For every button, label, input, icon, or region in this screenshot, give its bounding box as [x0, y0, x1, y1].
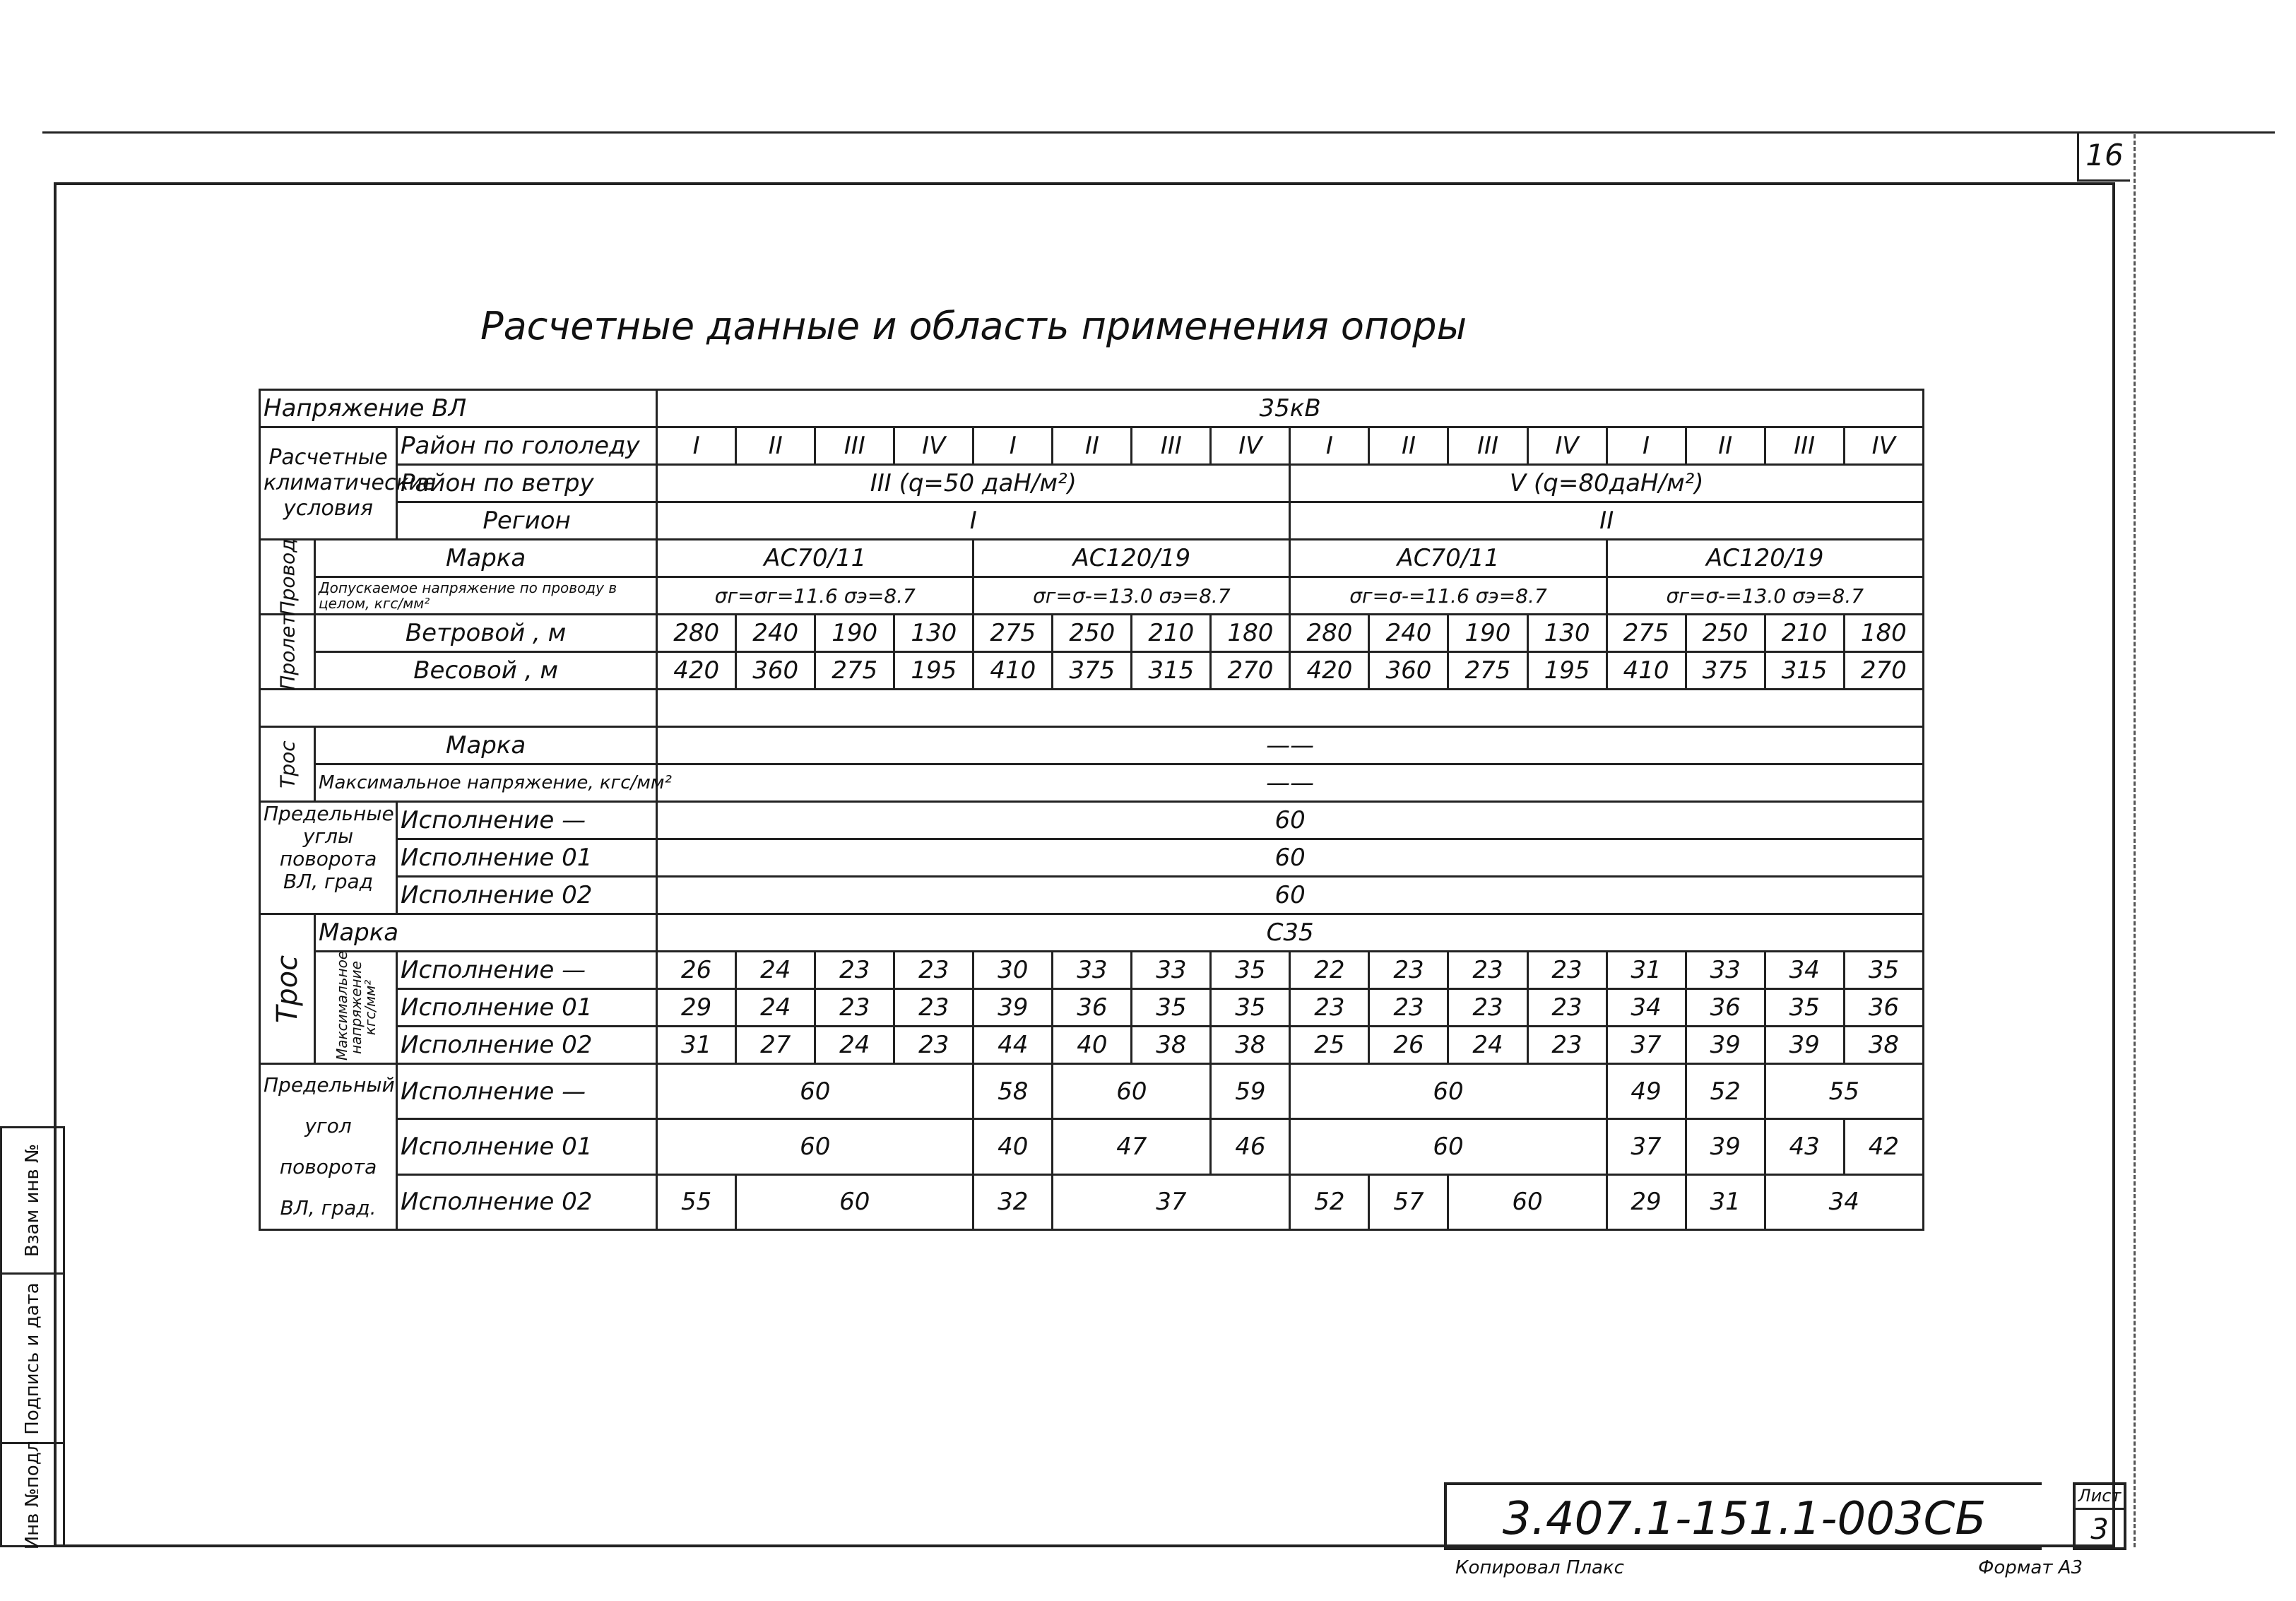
- cable2-cell: 23: [894, 952, 974, 989]
- cable2-cell: 33: [1132, 952, 1211, 989]
- limit-cell: 49: [1606, 1064, 1686, 1119]
- weight-span-cell: 315: [1765, 652, 1844, 690]
- copied-by: Копировал Плакс: [1455, 1557, 1624, 1578]
- wire-group-label: Провод: [260, 540, 315, 615]
- cable2-cell: 26: [657, 952, 736, 989]
- span-group-label: Пролет: [260, 615, 315, 690]
- blank-cell: [657, 690, 1924, 727]
- ice-cell: IV: [1211, 427, 1290, 465]
- cable2-cell: 35: [1844, 952, 1923, 989]
- stamp-cell: Инв №подл: [2, 1442, 63, 1545]
- cable2-cell: 30: [974, 952, 1053, 989]
- wire-stress: σг=σг=11.6 σэ=8.7: [657, 577, 974, 615]
- cable2-cell: 38: [1211, 1027, 1290, 1064]
- weight-span-cell: 375: [1053, 652, 1132, 690]
- page-title: Расчетные данные и область применения опоры: [480, 304, 1467, 348]
- cable2-cell: 26: [1369, 1027, 1448, 1064]
- limit-cell: 43: [1765, 1119, 1844, 1174]
- limit-cell: 55: [1765, 1064, 1923, 1119]
- wind-span-cell: 250: [1686, 615, 1765, 652]
- limit-cell: 57: [1369, 1174, 1448, 1229]
- wind-span-cell: 240: [1369, 615, 1448, 652]
- cable2-cell: 24: [736, 952, 815, 989]
- ice-cell: III: [1765, 427, 1844, 465]
- wind-span-label: Ветровой , м: [315, 615, 657, 652]
- ice-cell: II: [1053, 427, 1132, 465]
- limit-cell: 34: [1765, 1174, 1923, 1229]
- cable2-cell: 23: [1448, 952, 1527, 989]
- ice-cell: I: [974, 427, 1053, 465]
- wind-span-cell: 190: [1448, 615, 1527, 652]
- limit-cell: 60: [1290, 1064, 1606, 1119]
- cable2-cell: 35: [1132, 989, 1211, 1027]
- exec-label: Исполнение —: [397, 802, 657, 839]
- cable2-cell: 23: [894, 989, 974, 1027]
- blank-cell: [260, 690, 657, 727]
- cable2-cell: 39: [974, 989, 1053, 1027]
- angle-value: 60: [657, 877, 1924, 914]
- limit-cell: 31: [1686, 1174, 1765, 1229]
- wire-stress: σг=σ-=11.6 σэ=8.7: [1290, 577, 1606, 615]
- cable2-cell: 34: [1606, 989, 1686, 1027]
- wind-span-cell: 275: [974, 615, 1053, 652]
- limit-cell: 37: [1606, 1119, 1686, 1174]
- sheet-box: [2073, 1482, 2126, 1550]
- wind-span-cell: 210: [1132, 615, 1211, 652]
- limit-cell: 29: [1606, 1174, 1686, 1229]
- wind-value: III (q=50 даН/м²): [657, 465, 1290, 502]
- weight-span-cell: 360: [736, 652, 815, 690]
- wind-span-cell: 190: [815, 615, 894, 652]
- ice-cell: IV: [1527, 427, 1606, 465]
- wind-span-cell: 240: [736, 615, 815, 652]
- ice-cell: I: [1606, 427, 1686, 465]
- right-margin-marks: [2134, 134, 2136, 1547]
- cable2-cell: 36: [1053, 989, 1132, 1027]
- wire-brand: АС70/11: [657, 540, 974, 577]
- wind-span-cell: 180: [1211, 615, 1290, 652]
- angle-value: 60: [657, 802, 1924, 839]
- ice-cell: III: [1448, 427, 1527, 465]
- cable2-cell: 23: [815, 952, 894, 989]
- sheet-number: 16: [2077, 131, 2130, 182]
- ice-cell: I: [657, 427, 736, 465]
- cable2-cell: 35: [1211, 952, 1290, 989]
- weight-span-cell: 315: [1132, 652, 1211, 690]
- limit-cell: 60: [657, 1064, 974, 1119]
- ice-cell: III: [815, 427, 894, 465]
- cable2-cell: 31: [657, 1027, 736, 1064]
- region-value: II: [1290, 502, 1924, 540]
- ice-cell: II: [1369, 427, 1448, 465]
- wind-span-cell: 280: [657, 615, 736, 652]
- cable2-cell: 23: [1369, 952, 1448, 989]
- weight-span-cell: 270: [1844, 652, 1923, 690]
- cable2-cell: 23: [1527, 989, 1606, 1027]
- wire-stress: σг=σ-=13.0 σэ=8.7: [974, 577, 1290, 615]
- exec-label: Исполнение 02: [397, 877, 657, 914]
- cable2-cell: 31: [1606, 952, 1686, 989]
- cable2-cell: 23: [1527, 952, 1606, 989]
- limit-cell: 60: [736, 1174, 974, 1229]
- weight-span-cell: 270: [1211, 652, 1290, 690]
- exec-label: Исполнение 02: [397, 1027, 657, 1064]
- stamp-cell: Взам инв №: [22, 1144, 43, 1257]
- weight-span-cell: 420: [657, 652, 736, 690]
- cable2-cell: 44: [974, 1027, 1053, 1064]
- limit-cell: 40: [974, 1119, 1053, 1174]
- wind-span-cell: 130: [1527, 615, 1606, 652]
- limit-cell: 52: [1686, 1064, 1765, 1119]
- exec-label: Исполнение 01: [397, 839, 657, 877]
- wind-span-cell: 275: [1606, 615, 1686, 652]
- exec-label: Исполнение 01: [397, 989, 657, 1027]
- ice-cell: IV: [894, 427, 974, 465]
- wire-stress-label: Допускаемое напряжение по проводу в целом, кгс/мм²: [315, 577, 657, 615]
- cable2-cell: 36: [1686, 989, 1765, 1027]
- sheet-label: Лист: [2076, 1485, 2124, 1510]
- ice-cell: III: [1132, 427, 1211, 465]
- ice-cell: IV: [1844, 427, 1923, 465]
- wind-span-cell: 130: [894, 615, 974, 652]
- wind-value: V (q=80даН/м²): [1290, 465, 1924, 502]
- cable2-cell: 35: [1211, 989, 1290, 1027]
- cable2-cell: 24: [736, 989, 815, 1027]
- limit-label: Предельный угол поворота ВЛ, град.: [260, 1064, 397, 1230]
- cable2-cell: 33: [1053, 952, 1132, 989]
- limit-cell: 46: [1211, 1119, 1290, 1174]
- cable2-cell: 37: [1606, 1027, 1686, 1064]
- weight-span-cell: 275: [1448, 652, 1527, 690]
- document-code: 3.407.1-151.1-003СБ: [1444, 1482, 2042, 1550]
- voltage-label: Напряжение ВЛ: [260, 390, 657, 427]
- angles-label: Предельные углы поворота ВЛ, град: [260, 802, 397, 914]
- cable2-cell: 23: [894, 1027, 974, 1064]
- format-label: Формат А3: [1978, 1557, 2083, 1578]
- exec-label: Исполнение —: [397, 952, 657, 989]
- climate-label: Расчетные климатические условия: [260, 427, 397, 540]
- wire-brand: АС120/19: [1606, 540, 1923, 577]
- cable2-cell: 24: [815, 1027, 894, 1064]
- cable2-brand-label: Марка: [315, 914, 657, 952]
- weight-span-cell: 275: [815, 652, 894, 690]
- cable2-brand-value: С35: [657, 914, 1924, 952]
- cable-group-label: Трос: [260, 727, 315, 802]
- cable2-cell: 24: [1448, 1027, 1527, 1064]
- limit-cell: 59: [1211, 1064, 1290, 1119]
- ice-cell: II: [1686, 427, 1765, 465]
- cable2-cell: 35: [1765, 989, 1844, 1027]
- cable-brand-value: ——: [657, 727, 1924, 764]
- weight-span-label: Весовой , м: [315, 652, 657, 690]
- cable2-cell: 25: [1290, 1027, 1369, 1064]
- cable2-cell: 23: [1290, 989, 1369, 1027]
- cable2-cell: 22: [1290, 952, 1369, 989]
- limit-cell: 42: [1844, 1119, 1923, 1174]
- cable2-cell: 27: [736, 1027, 815, 1064]
- region-value: I: [657, 502, 1290, 540]
- cable-brand-label: Марка: [315, 727, 657, 764]
- wind-label: Район по ветру: [397, 465, 657, 502]
- limit-cell: 60: [1448, 1174, 1606, 1229]
- exec-label: Исполнение —: [397, 1064, 657, 1119]
- weight-span-cell: 375: [1686, 652, 1765, 690]
- stamp-cell: Подпись и дата: [2, 1272, 63, 1442]
- region-label: Регион: [397, 502, 657, 540]
- ice-cell: I: [1290, 427, 1369, 465]
- exec-label: Исполнение 02: [397, 1174, 657, 1229]
- wind-span-cell: 210: [1765, 615, 1844, 652]
- cable-stress-value: ——: [657, 764, 1924, 802]
- limit-cell: 58: [974, 1064, 1053, 1119]
- limit-cell: 60: [1290, 1119, 1606, 1174]
- weight-span-cell: 195: [894, 652, 974, 690]
- cable2-cell: 34: [1765, 952, 1844, 989]
- cable2-cell: 40: [1053, 1027, 1132, 1064]
- limit-cell: 47: [1053, 1119, 1211, 1174]
- wire-brand-label: Марка: [315, 540, 657, 577]
- limit-cell: 52: [1290, 1174, 1369, 1229]
- wind-span-cell: 250: [1053, 615, 1132, 652]
- side-stamp: [0, 1126, 65, 1547]
- top-border-line: [42, 131, 2275, 134]
- wind-span-cell: 180: [1844, 615, 1923, 652]
- weight-span-cell: 410: [1606, 652, 1686, 690]
- wire-stress: σг=σ-=13.0 σэ=8.7: [1606, 577, 1923, 615]
- ice-label: Район по гололеду: [397, 427, 657, 465]
- cable-stress-label: Максимальное напряжение, кгс/мм²: [315, 764, 657, 802]
- wire-brand: АС120/19: [974, 540, 1290, 577]
- wire-brand: АС70/11: [1290, 540, 1606, 577]
- cable2-cell: 23: [1527, 1027, 1606, 1064]
- cable2-cell: 33: [1686, 952, 1765, 989]
- sheet-list-number: 3: [2090, 1513, 2109, 1546]
- data-table: [259, 389, 1924, 1231]
- weight-span-cell: 410: [974, 652, 1053, 690]
- cable2-cell: 38: [1844, 1027, 1923, 1064]
- limit-cell: 55: [657, 1174, 736, 1229]
- cable2-cell: 23: [1448, 989, 1527, 1027]
- weight-span-cell: 360: [1369, 652, 1448, 690]
- cable2-cell: 38: [1132, 1027, 1211, 1064]
- limit-cell: 37: [1053, 1174, 1290, 1229]
- limit-cell: 60: [1053, 1064, 1211, 1119]
- wind-span-cell: 280: [1290, 615, 1369, 652]
- limit-cell: 39: [1686, 1119, 1765, 1174]
- voltage-value: 35кВ: [657, 390, 1924, 427]
- limit-cell: 32: [974, 1174, 1053, 1229]
- exec-label: Исполнение 01: [397, 1119, 657, 1174]
- weight-span-cell: 195: [1527, 652, 1606, 690]
- cable2-cell: 23: [1369, 989, 1448, 1027]
- cable2-cell: 39: [1686, 1027, 1765, 1064]
- ice-cell: II: [736, 427, 815, 465]
- cable2-cell: 29: [657, 989, 736, 1027]
- cable2-group-label: Трос: [260, 914, 315, 1064]
- weight-span-cell: 420: [1290, 652, 1369, 690]
- cable2-cell: 36: [1844, 989, 1923, 1027]
- cable2-stress-label: Максимальное напряжение кгс/мм²: [315, 952, 397, 1064]
- angle-value: 60: [657, 839, 1924, 877]
- cable2-cell: 23: [815, 989, 894, 1027]
- limit-cell: 60: [657, 1119, 974, 1174]
- cable2-cell: 39: [1765, 1027, 1844, 1064]
